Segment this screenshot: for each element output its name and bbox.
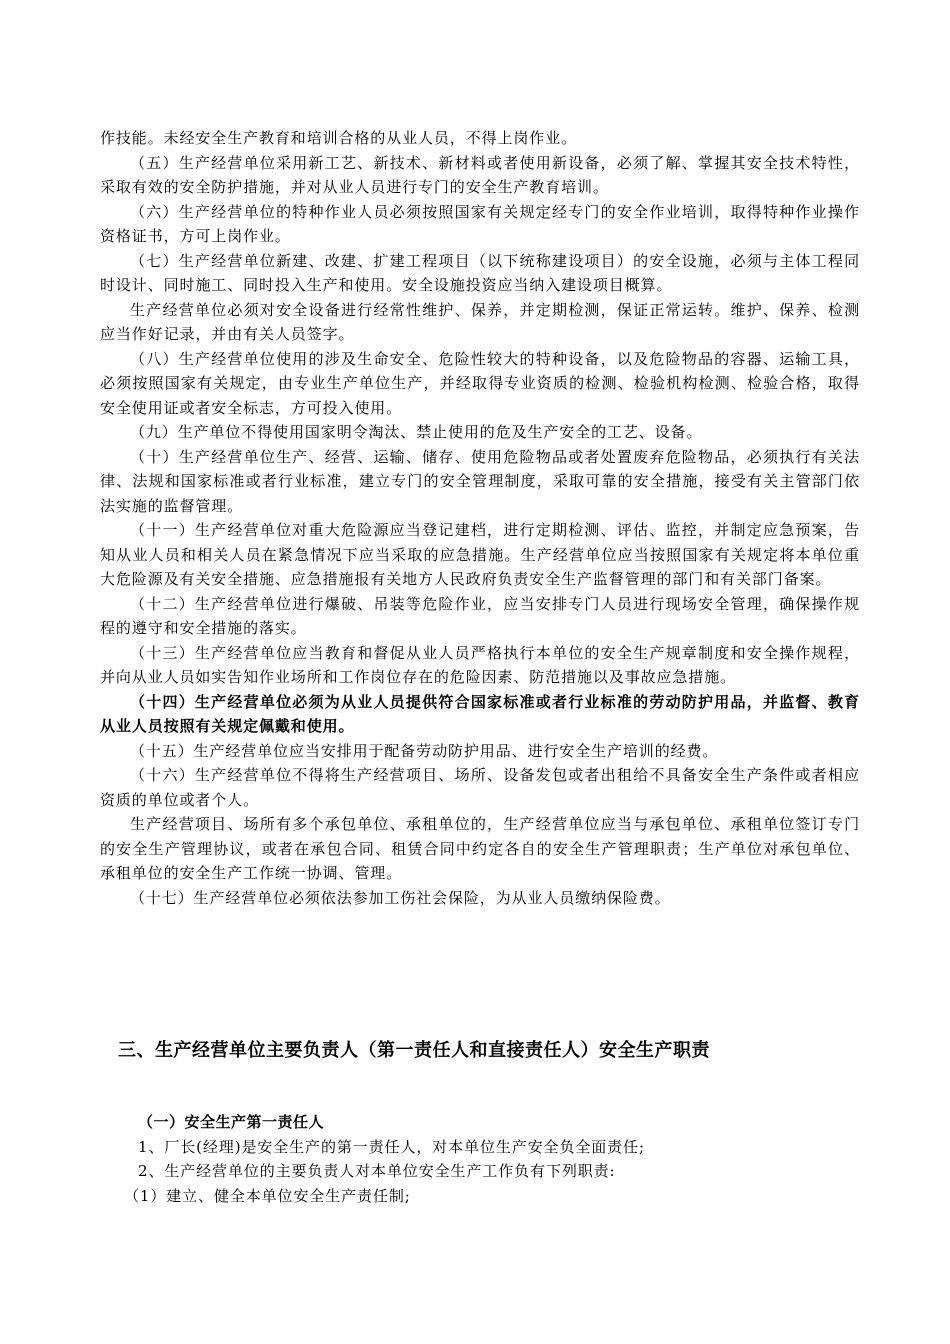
paragraph-item-12: （十二）生产经营单位进行爆破、吊装等危险作业，应当安排专门人员进行现场安全管理，确保操作规程的遵守和安全措施的落实。 — [100, 594, 860, 637]
paragraph-item-16: （十六）生产经营单位不得将生产经营项目、场所、设备发包或者出租给不具备安全生产条件或者相应资质的单位或者个人。 — [100, 766, 860, 809]
paragraph-item-8: （八）生产经营单位使用的涉及生命安全、危险性较大的特种设备，以及危险物品的容器、运输工具，必须按照国家有关规定，由专业生产单位生产，并经取得专业资质的检测、检验机构检测、检验合格，取得安全使用证或者安全标志，方可投入使用。 — [100, 349, 860, 417]
paragraph-contractor-management: 生产经营项目、场所有多个承包单位、承租单位的，生产经营单位应当与承包单位、承租单位签订专门的安全生产管理协议，或者在承包合同、租赁合同中约定各自的安全生产管理职责；生产单位对承包单位、承租单位的安全生产工作统一协调、管理。 — [100, 815, 860, 882]
paragraph-item-15: （十五）生产经营单位应当安排用于配备劳动防护用品、进行安全生产培训的经费。 — [130, 741, 719, 760]
paragraph-item-17: （十七）生产经营单位必须依法参加工伤社会保险，为从业人员缴纳保险费。 — [130, 888, 671, 907]
section-heading: 三、生产经营单位主要负责人（第一责任人和直接责任人）安全生产职责 — [118, 1040, 710, 1061]
paragraph-continuation: 作技能。未经安全生产教育和培训合格的从业人员，不得上岗作业。 — [100, 129, 578, 147]
paragraph-equipment-maintenance: 生产经营单位必须对安全设备进行经常性维护、保养，并定期检测，保证正常运转。维护、保养、检测应当作好记录，并由有关人员签字。 — [100, 300, 860, 343]
paragraph-item-14: （十四）生产经营单位必须为从业人员提供符合国家标准或者行业标准的劳动防护用品，并监督、教育从业人员按照有关规定佩戴和使用。 — [100, 692, 860, 735]
document-body — [100, 126, 860, 910]
paragraph-item-7: （七）生产经营单位新建、改建、扩建工程项目（以下统称建设项目）的安全设施，必须与主体工程同时设计、同时施工、同时投入生产和使用。安全设施投资应当纳入建设项目概算。 — [100, 251, 860, 294]
list-item: 2、生产经营单位的主要负责人对本单位安全生产工作负有下列职责: — [138, 1162, 616, 1180]
subsection-title: （一）安全生产第一责任人 — [138, 1113, 325, 1131]
list-item: 1、厂长(经理)是安全生产的第一责任人，对本单位生产安全负全面责任; — [138, 1137, 645, 1156]
paragraph-item-11: （十一）生产经营单位对重大危险源应当登记建档，进行定期检测、评估、监控，并制定应急预案，告知从业人员和相关人员在紧急情况下应当采取的应急措施。生产经营单位应当按照国家有关规定将本单位重大危险源及有关安全措施、应急措施报有关地方人民政府负责安全生产监督管理的部门和有关部门备案。 — [100, 521, 860, 588]
paragraph-item-13: （十三）生产经营单位应当教育和督促从业人员严格执行本单位的安全生产规章制度和安全操作规程，并向从业人员如实告知作业场所和工作岗位存在的危险因素、防范措施以及事故应急措施。 — [100, 643, 860, 686]
paragraph-item-5: （五）生产经营单位采用新工艺、新技术、新材料或者使用新设备，必须了解、掌握其安全技术特性，采取有效的安全防护措施，并对从业人员进行专门的安全生产教育培训。 — [100, 153, 860, 196]
paragraph-item-10: （十）生产经营单位生产、经营、运输、储存、使用危险物品或者处置废弃危险物品，必须执行有关法律、法规和国家标准或者行业标准，建立专门的安全管理制度，采取可靠的安全措施，接受有关主管部门依法实施的监督管理。 — [100, 447, 860, 515]
paragraph-item-9: （九）生产单位不得使用国家明令淘汰、禁止使用的危及生产安全的工艺、设备。 — [130, 423, 703, 441]
paragraph-item-6: （六）生产经营单位的特种作业人员必须按照国家有关规定经专门的安全作业培训，取得特种作业操作资格证书，方可上岗作业。 — [100, 202, 860, 245]
list-item: （1）建立、健全本单位安全生产责任制; — [124, 1186, 411, 1205]
subsection-first-responsible — [100, 1110, 860, 1208]
